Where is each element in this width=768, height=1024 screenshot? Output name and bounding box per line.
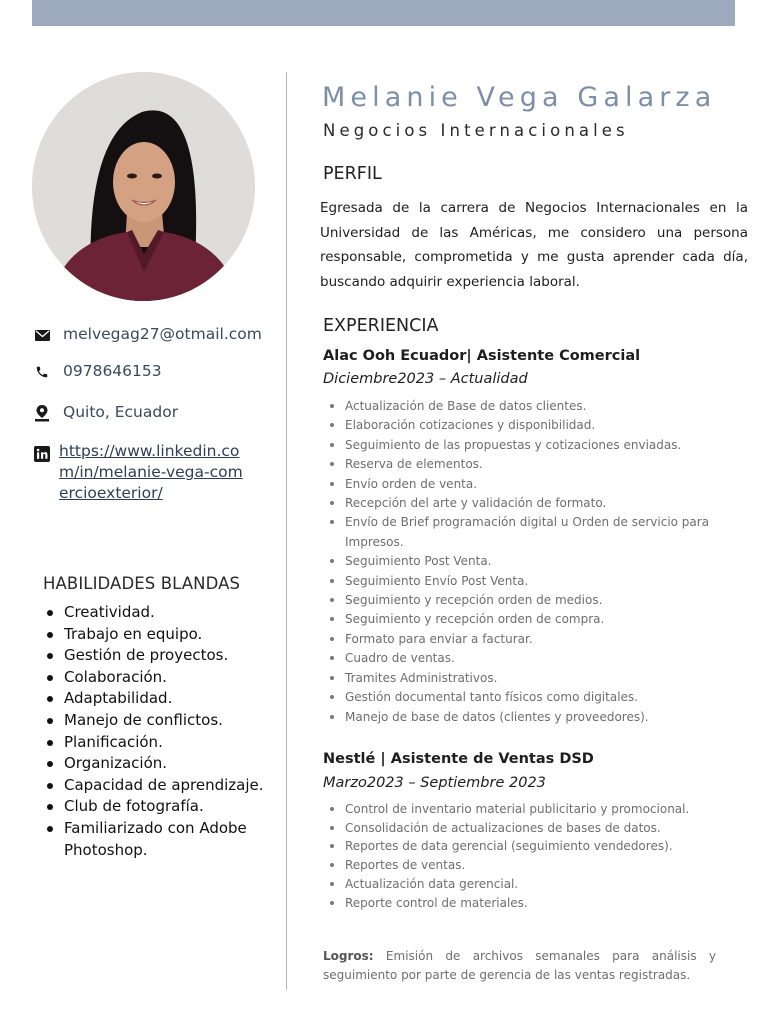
job-task: Reserva de elementos. — [329, 455, 717, 474]
contact-linkedin-link[interactable]: https://www.linkedin.com/in/melanie-vega-comercioexterior/ — [59, 442, 243, 502]
job-task: Seguimiento y recepción orden de compra. — [329, 610, 717, 629]
linkedin-icon — [32, 444, 52, 464]
job-task: Envío orden de venta. — [329, 475, 717, 494]
skill-item: Club de fotografía. — [45, 796, 275, 818]
contact-phone: 0978646153 — [63, 362, 162, 380]
column-divider — [286, 72, 287, 990]
job-task: Formato para enviar a facturar. — [329, 630, 717, 649]
profile-text: Egresada de la carrera de Negocios Internacionales en la Universidad de las Américas, me considero una persona responsable, comprometida y me gusta aprender cada día, buscando adquirir experiencia laboral. — [320, 200, 748, 290]
location-pin-icon — [32, 403, 52, 423]
contact-email[interactable]: melvegag27@otmail.com — [63, 325, 262, 343]
skill-item: Planificación. — [45, 732, 275, 754]
skills-title: HABILIDADES BLANDAS — [43, 574, 241, 593]
job-task: Seguimiento de las propuestas y cotizaciones enviadas. — [329, 436, 717, 455]
contact-location: Quito, Ecuador — [63, 403, 179, 421]
skill-item: Gestión de proyectos. — [45, 645, 275, 667]
job-title: Nestlé | Asistente de Ventas DSD — [323, 751, 594, 767]
job-task: Seguimiento y recepción orden de medios. — [329, 591, 717, 610]
phone-icon — [32, 362, 52, 382]
skill-item: Organización. — [45, 753, 275, 775]
job-task: Reporte control de materiales. — [329, 894, 717, 913]
skill-item: Trabajo en equipo. — [45, 624, 275, 646]
skill-item: Capacidad de aprendizaje. — [45, 775, 275, 797]
top-accent-bar — [32, 0, 735, 26]
experience-title: EXPERIENCIA — [323, 316, 439, 336]
job-task: Gestión documental tanto físicos como digitales. — [329, 688, 717, 707]
job-task: Seguimiento Envío Post Venta. — [329, 572, 717, 591]
skill-item: Creatividad. — [45, 602, 275, 624]
job-task: Recepción del arte y validación de formato. — [329, 494, 717, 513]
job-task: Elaboración cotizaciones y disponibilidad. — [329, 416, 717, 435]
profile-title: PERFIL — [323, 164, 382, 184]
skill-item: Colaboración. — [45, 667, 275, 689]
envelope-icon — [32, 325, 52, 345]
job-task: Cuadro de ventas. — [329, 649, 717, 668]
contact-linkedin-row[interactable] — [32, 441, 249, 504]
skill-item: Familiarizado con Adobe Photoshop. — [45, 818, 275, 861]
job-task-list — [329, 800, 717, 912]
job-task: Reportes de data gerencial (seguimiento vendedores). — [329, 837, 717, 856]
job-title: Alac Ooh Ecuador| Asistente Comercial — [323, 348, 641, 364]
profile-photo — [32, 72, 255, 301]
achievements-body: Emisión de archivos semanales para análisis y seguimiento por parte de gerencia de las ventas registradas. — [323, 949, 716, 982]
job-task: Manejo de base de datos (clientes y proveedores). — [329, 708, 717, 727]
skill-item: Manejo de conflictos. — [45, 710, 275, 732]
contact-email-row[interactable] — [32, 325, 262, 345]
achievements-label: Logros: — [323, 949, 374, 963]
skill-item: Adaptabilidad. — [45, 688, 275, 710]
job-task: Actualización data gerencial. — [329, 875, 717, 894]
job-task: Reportes de ventas. — [329, 856, 717, 875]
achievements-text — [323, 947, 716, 985]
contact-location-row — [32, 403, 178, 423]
job-task: Actualización de Base de datos clientes. — [329, 397, 717, 416]
person-role: Negocios Internacionales — [323, 121, 629, 140]
job-task-list — [329, 397, 717, 727]
person-name: Melanie Vega Galarza — [322, 82, 717, 113]
job-task: Consolidación de actualizaciones de bases de datos. — [329, 819, 717, 838]
job-task: Seguimiento Post Venta. — [329, 552, 717, 571]
job-task: Envío de Brief programación digital u Orden de servicio para Impresos. — [329, 513, 717, 552]
job-date: Marzo2023 – Septiembre 2023 — [323, 775, 546, 791]
job-task: Control de inventario material publicitario y promocional. — [329, 800, 717, 819]
job-task: Tramites Administrativos. — [329, 669, 717, 688]
skills-list — [45, 602, 275, 861]
job-date: Diciembre2023 – Actualidad — [323, 371, 528, 387]
contact-phone-row — [32, 362, 162, 382]
